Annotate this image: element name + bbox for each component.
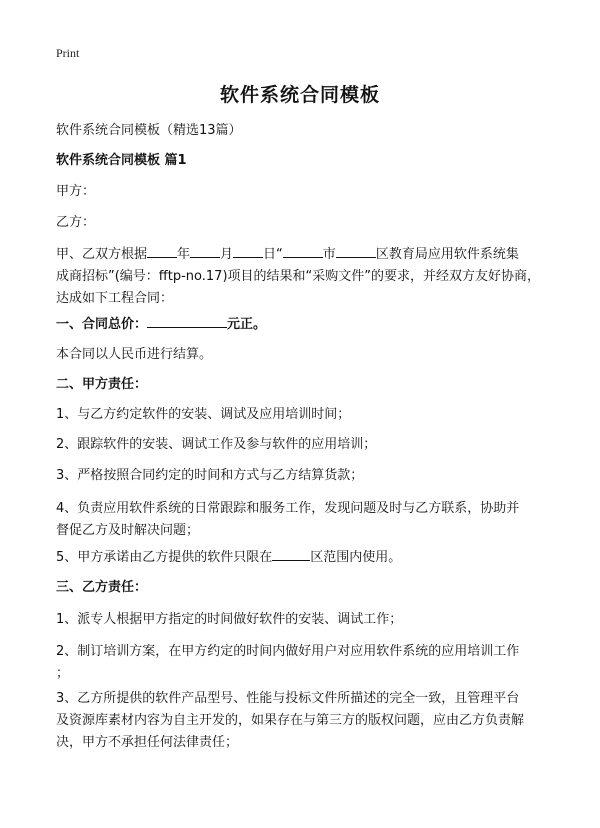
- intro-line-3: 达成如下工程合同：: [56, 291, 174, 306]
- city-blank: [283, 243, 323, 258]
- party-a-item-3: 3、严格按照合同约定的时间和方式与乙方结算货款；: [56, 468, 364, 483]
- year-blank: [147, 243, 177, 258]
- intro-line-1: 甲、乙双方根据 年 月 日“ 市 区教育局应用软件系统集: [56, 243, 546, 266]
- party-a-item-4: 4、负责应用软件系统的日常跟踪和服务工作，发现问题及时与乙方联系，协助并 督促乙方及时解决问题；: [56, 501, 520, 538]
- party-a-item-2: 2、跟踪软件的安装、调试工作及参与软件的应用培训；: [56, 437, 377, 452]
- day-blank: [233, 243, 263, 258]
- district-blank: [336, 243, 376, 258]
- party-a-item-5: 5、甲方承诺由乙方提供的软件只限在 区范围内使用。: [56, 546, 546, 569]
- party-a-line: 甲方：: [56, 184, 96, 199]
- party-b-item-2: 2、制订培训方案，在甲方约定的时间内做好用户对应用软件系统的应用培训工作 ；: [56, 644, 520, 681]
- document-title: 软件系统合同模板: [219, 84, 380, 106]
- party-b-item-1: 1、派专人根据甲方指定的时间做好软件的安装、调试工作；: [56, 612, 403, 627]
- intro-line-2: 成商招标”(编号：fftp-no.17)项目的结果和“采购文件”的要求，并经双方友好协商，: [56, 269, 540, 284]
- settlement-line: 本合同以人民币进行结算。: [56, 347, 213, 362]
- area-blank: [272, 546, 310, 561]
- document-subtitle: 软件系统合同模板（精选13篇）: [56, 123, 242, 138]
- party-a-item-1: 1、与乙方约定软件的安装、调试及应用培训时间；: [56, 407, 351, 422]
- party-b-line: 乙方：: [56, 215, 96, 230]
- month-blank: [190, 243, 220, 258]
- section-title: 软件系统合同模板 篇1: [56, 153, 187, 168]
- print-link[interactable]: Print: [56, 46, 80, 60]
- total-price-heading: 一、合同总价： 元正。: [56, 313, 546, 336]
- party-b-item-3: 3、乙方所提供的软件产品型号、性能与投标文件所描述的完全一致，且管理平台 及资源库素材内容为自主开发的，如果存在与第三方的版权问题，应由乙方负责解 决，甲方不承担任何法律责任；: [56, 691, 525, 750]
- intro-paragraph: [56, 243, 546, 310]
- party-b-duties-heading: 三、乙方责任：: [56, 580, 148, 595]
- party-a-duties-heading: 二、甲方责任：: [56, 377, 148, 392]
- price-blank: [147, 313, 227, 328]
